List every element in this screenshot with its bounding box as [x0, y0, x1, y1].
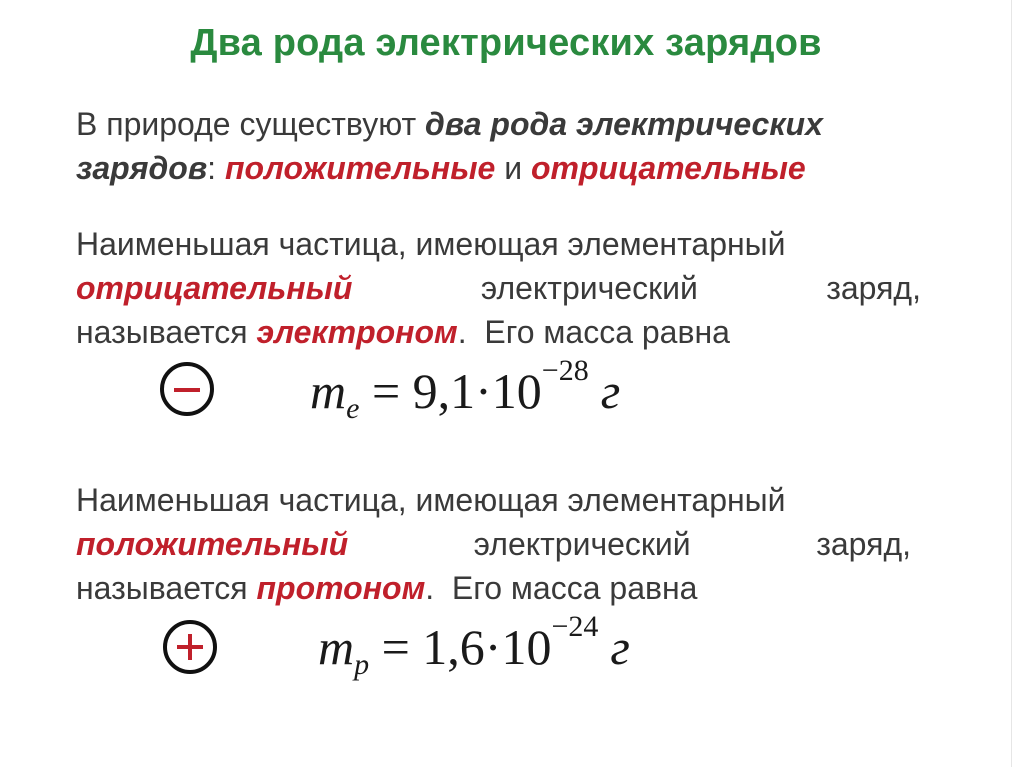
slide-border	[1011, 0, 1012, 767]
proton-line-3	[76, 566, 911, 610]
electron-name: электроном	[256, 314, 458, 350]
intro-text: В природе существуют	[76, 106, 426, 142]
proton-word-3: заряд,	[816, 526, 911, 562]
electron-line-3	[76, 310, 921, 354]
proton-mass-value: = 1,6·10	[369, 619, 552, 675]
proton-line-2	[76, 522, 911, 566]
electron-line-1: Наименьшая частица, имеющая элементарный	[76, 226, 786, 262]
electron-mass-symbol: m	[310, 363, 347, 419]
intro-negative: отрицательные	[531, 150, 806, 186]
plus-bar-vertical	[188, 634, 192, 660]
electron-mass-exponent: −28	[541, 354, 589, 387]
electron-mass-unit: г	[600, 363, 621, 419]
electron-charge-word: отрицательный	[76, 270, 353, 306]
intro-and: и	[495, 150, 531, 186]
proton-mass-exponent: −24	[551, 610, 599, 643]
intro-colon: :	[207, 150, 225, 186]
proton-line3-end: . Его масса равна	[425, 570, 698, 606]
proton-name: протоном	[256, 570, 426, 606]
electron-line3-start: называется	[76, 314, 257, 350]
electron-mass-subscript: e	[346, 392, 360, 425]
plus-circle-icon	[163, 620, 217, 674]
proton-line3-start: называется	[76, 570, 257, 606]
electron-line3-end: . Его масса равна	[457, 314, 730, 350]
intro-line-1	[76, 102, 946, 146]
intro-line-2	[76, 146, 946, 190]
proton-mass-subscript: p	[354, 648, 370, 681]
intro-emphasis-2: зарядов	[76, 150, 208, 186]
intro-paragraph	[76, 102, 946, 190]
proton-paragraph	[76, 478, 911, 610]
slide-title: Два рода электрических зарядов	[190, 22, 822, 64]
proton-charge-word: положительный	[76, 526, 349, 562]
electron-word-3: заряд,	[826, 270, 921, 306]
proton-mass-unit: г	[610, 619, 630, 675]
electron-mass-formula	[310, 354, 621, 425]
minus-bar	[174, 388, 200, 392]
minus-circle-icon	[160, 362, 214, 416]
intro-positive: положительные	[224, 150, 496, 186]
intro-emphasis: два рода электрических	[425, 106, 823, 142]
electron-word-2: электрический	[480, 270, 698, 306]
electron-mass-value: = 9,1·10	[359, 363, 542, 419]
proton-word-2: электрический	[473, 526, 691, 562]
electron-line-2	[76, 266, 921, 310]
proton-line-1: Наименьшая частица, имеющая элементарный	[76, 482, 786, 518]
proton-mass-formula	[318, 610, 630, 681]
proton-mass-symbol: m	[318, 619, 355, 675]
electron-paragraph	[76, 222, 921, 354]
